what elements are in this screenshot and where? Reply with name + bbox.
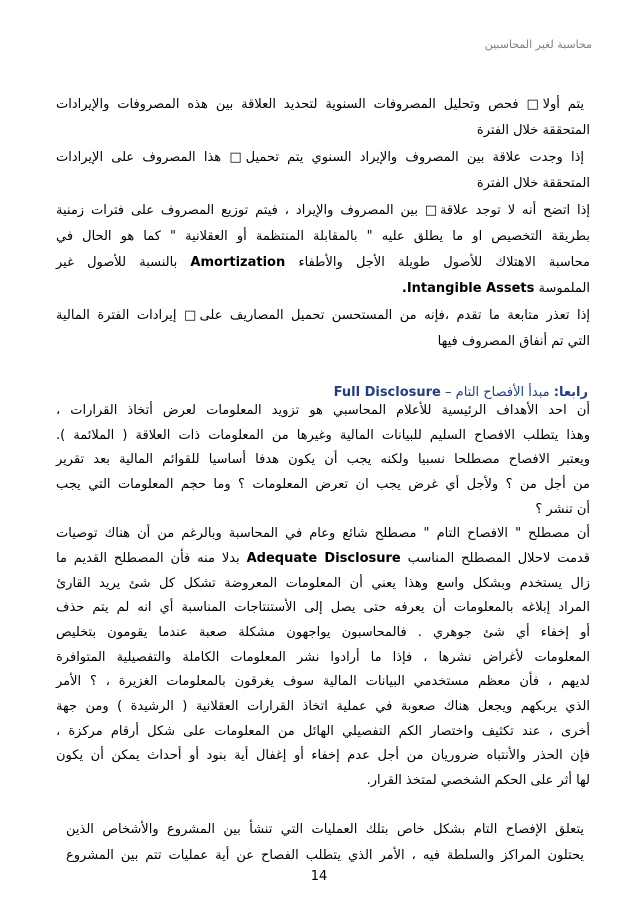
text-line: أن احد الأهداف الرئيسية للأعلام المحاسبي هو تزويد المعلومات لعرض أتخاذ القرارات ، <box>56 403 590 418</box>
text-segment: بالنسبة للأصول غير <box>56 254 178 270</box>
text-line: أن مصطلح " الافصاح التام " مصطلح شائع وعام في المحاسبة وبالرغم من أن هناك توصيات <box>56 526 590 542</box>
text-line: أو إخفاء أي شئ جوهري . فالمحاسبون يواجهون مشكلة صعبة عندما يقومون بتخليص <box>56 625 590 641</box>
text-block-expense-recognition <box>56 92 590 354</box>
text-line: إذا وجدت علاقة بين المصروف والإيراد السنوي يتم تحميل□ هذا المصروف على الإيرادات <box>56 150 584 166</box>
text-line <box>56 547 590 572</box>
text-line: وهذا يتطلب الافصاح السليم للبيانات المالية وغيرها من المعلومات ذات العلاقة ( الملائمة ). <box>56 427 590 443</box>
text-line: يتعلق الإفصاح التام بشكل خاص بتلك العمليات التي تنشأ بين المشروع والأشخاص الذين <box>66 822 584 837</box>
text-line: المتحققة خلال الفترة <box>476 175 590 191</box>
text-line: إذا اتضح أنه لا توجد علاقة□ بين المصروف والإيراد ، فيتم توزيع المصروف على فترات زمنية <box>56 203 590 219</box>
text-line: التي تم أنفاق المصروف فيها <box>437 333 590 349</box>
text-line: من أجل من ؟ ولأجل أي غرض يجب ان تعرض المعلومات ؟ وما حجم المعلومات التي يجب <box>56 477 590 493</box>
running-header: محاسبة لغير المحاسبين <box>484 38 592 51</box>
text-line: المعلومات لأغراض نشرها ، فإذا ما أرادوا نشر المعلومات الكاملة والتفصيلية المتوافرة <box>56 649 590 665</box>
text-line: يحتلون المراكز والسلطة فيه ، الأمر الذي يتطلب الفصاح عن أية عمليات تتم بين المشروع <box>66 848 584 863</box>
text-line: فإن الحذر والأنتباه ضروريان من أجل عدم إخفاء أو إغفال أية بنود أو أحداث يمكن أن يكون <box>56 748 590 764</box>
paragraph <box>56 145 590 197</box>
text-line: يتم أولا□ فحص وتحليل المصروفات السنوية لتحديد العلاقة بين هذه المصروفات والإيرادات <box>56 97 584 112</box>
english-term: Adequate Disclosure <box>246 551 401 567</box>
text-line: الذي يربكهم ويجعل هناك صعوبة في عملية اتخاذ القرارات العقلانية ( الرشيدة ) ومن جهة <box>56 699 590 715</box>
text-line: ويعتبر الافصاح مصطلحا نسبيا ولكنه يجب أن يكون هدفا أساسيا للقوائم المالية بعد تقرير <box>56 452 590 468</box>
text-line: زال يستخدم وبشكل واسع وهذا يعني أن المعلومات المعروضة تشكل كل شئ يريد القارئ <box>56 575 590 591</box>
paragraph <box>66 817 584 869</box>
text-line: المراد إبلاغه بالمعلومات أن يعرفه حتى يصل إلى الأستنتاجات المناسبة أي انه لم يتم حذف <box>56 600 590 616</box>
text-line: إذا تعذر متابعة ما تقدم ،فإنه من المستحسن تحميل المصاريف على□ إيرادات الفترة المالية <box>56 307 590 323</box>
text-line <box>56 250 590 276</box>
text-line <box>56 276 590 302</box>
paragraph <box>56 399 590 522</box>
text-segment: بدلا منه فأن المصطلح القديم ما <box>56 551 240 567</box>
text-line: أن تنشر ؟ <box>535 501 590 517</box>
english-term: Amortization <box>190 254 286 270</box>
paragraph <box>56 198 590 301</box>
text-line: المتحققة خلال الفترة <box>476 122 590 138</box>
section-title: مبدأ الأفصاح التام – <box>445 385 550 400</box>
text-segment: الملموسة <box>538 280 590 296</box>
text-block-full-disclosure <box>56 399 590 794</box>
section-english-title: Full Disclosure <box>333 385 441 400</box>
paragraph <box>56 522 590 793</box>
text-line: لديهم ، فأن معظم مستخدمي البيانات المالية سوف يغرقون بالمعلومات الغزيرة ، ؟ الأمر <box>56 674 590 690</box>
text-line: لها أثر على الحكم الشخصي لمتخذ القرار. <box>366 773 590 789</box>
text-segment: محاسبة الاهتلاك للأصول طويلة الأجل والأطفاء <box>298 254 590 270</box>
english-term: Intangible Assets. <box>401 280 535 296</box>
paragraph <box>56 303 590 355</box>
text-segment: قدمت لاحلال المصطلح المناسب <box>407 551 591 567</box>
section-number: رابعا: <box>553 385 588 400</box>
page-number: 14 <box>310 869 328 884</box>
paragraph <box>56 92 590 144</box>
text-block-related-parties <box>66 817 584 869</box>
text-line: أخرى ، عند تكثيف واختصار الكم التفصيلي الهائل من المعلومات على شكل أرقام مركزة ، <box>56 723 590 739</box>
text-line: بطريقة التخصيص او ما يطلق عليه " بالمقابلة المنتظمة أو العقلانية " كما هو الحال في <box>56 228 590 244</box>
